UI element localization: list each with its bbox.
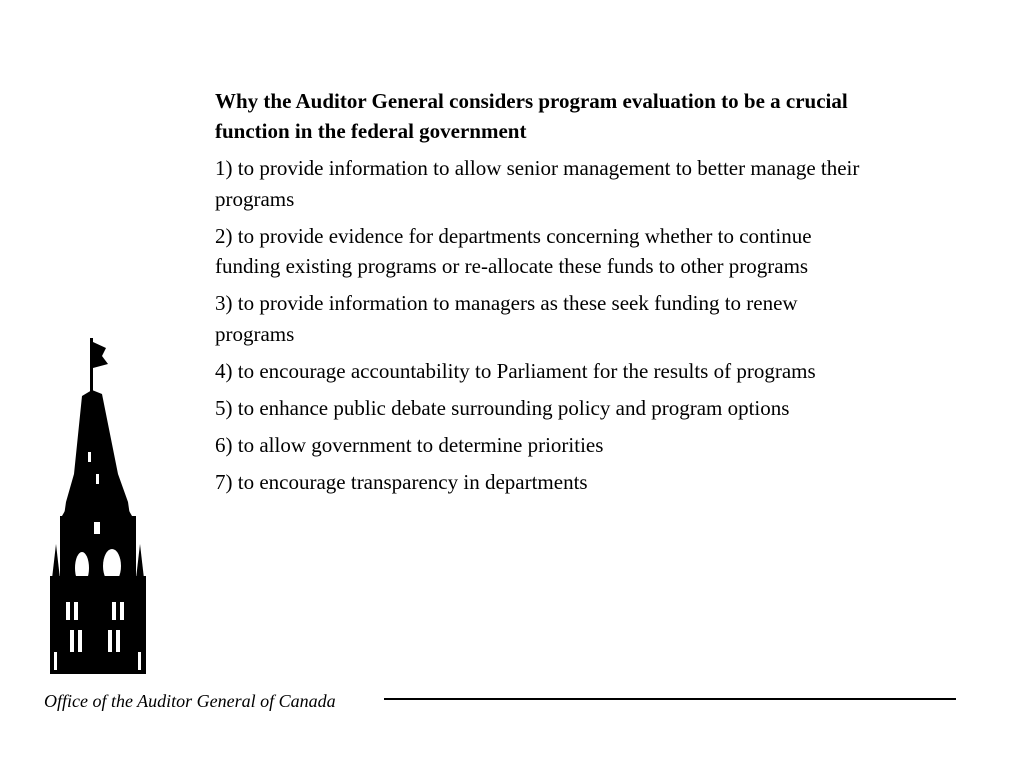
- footer-divider: [384, 698, 956, 700]
- list-item: 4) to encourage accountability to Parliament for the results of programs: [215, 358, 816, 383]
- slide-body: [215, 86, 865, 504]
- organization-name: Office of the Auditor General of Canada: [44, 691, 336, 711]
- slide-heading: Why the Auditor General considers program evaluation to be a crucial function in the federal government: [215, 89, 848, 143]
- list-item: 2) to provide evidence for departments concerning whether to continue funding existing programs or re-allocate these funds to other programs: [215, 223, 812, 278]
- list-item: 6) to allow government to determine priorities: [215, 432, 604, 457]
- list-item: 1) to provide information to allow senior management to better manage their programs: [215, 156, 860, 211]
- point-list: [215, 153, 865, 497]
- peace-tower-icon: [44, 334, 152, 676]
- list-item: 5) to enhance public debate surrounding policy and program options: [215, 395, 790, 420]
- list-item: 7) to encourage transparency in departments: [215, 469, 588, 494]
- list-item: 3) to provide information to managers as these seek funding to renew programs: [215, 291, 798, 346]
